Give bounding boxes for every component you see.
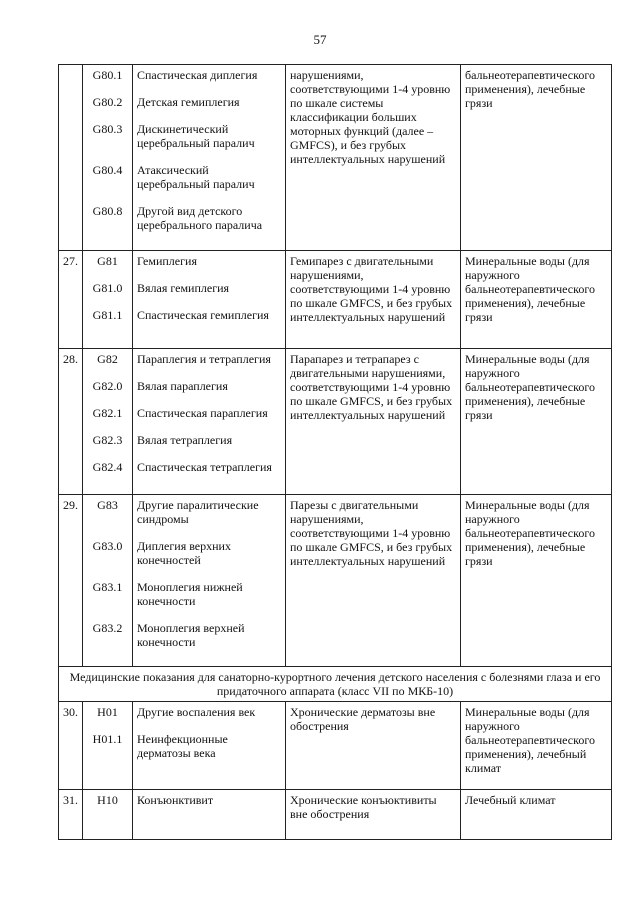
indications-table (58, 64, 612, 840)
treatment-factors-cell: бальнеотерапевтического применения), лечебные грязи (461, 65, 612, 251)
diagnosis-name: Конъюнктивит (137, 793, 214, 807)
icd-code: G80.1 (92, 68, 123, 82)
icd-code-cell (83, 790, 133, 840)
row-number: 27. (59, 251, 83, 349)
icd-code: G82.3 (92, 433, 123, 447)
treatment-factors-cell: Минеральные воды (для наружного бальнеотерапевтического применения), лечебные грязи (461, 251, 612, 349)
icd-code: G83 (97, 498, 118, 512)
indication-cell: Гемипарез с двигательными нарушениями, соответствующими 1-4 уровню по шкале GMFCS, и без грубых интеллектуальных нарушений (286, 251, 461, 349)
icd-code: G81.0 (92, 281, 123, 295)
diagnosis-name: Спастическая диплегия (137, 68, 258, 82)
diagnosis-name: Другие паралитические синдромы (137, 498, 259, 526)
page-number: 57 (313, 32, 327, 47)
indication-cell: нарушениями, соответствующими 1-4 уровню по шкале системы классификации больших моторных функций (далее – GMFCS), и без грубых интеллектуальных нарушений (286, 65, 461, 251)
section-header-row (59, 667, 612, 702)
table-row (59, 495, 612, 667)
row-number: 29. (59, 495, 83, 667)
diagnosis-name: Детская гемиплегия (137, 95, 240, 109)
diagnosis-name: Дискинетический церебральный паралич (137, 122, 255, 150)
diagnosis-name: Моноплегия верхней конечности (137, 621, 245, 649)
icd-code: H01 (97, 705, 118, 719)
diagnosis-name: Другой вид детского церебрального паралича (137, 204, 263, 232)
diagnosis-name-cell (133, 251, 286, 349)
row-number: 30. (59, 702, 83, 790)
icd-code: G80.2 (92, 95, 123, 109)
diagnosis-name: Вялая гемиплегия (137, 281, 230, 295)
table-row (59, 349, 612, 495)
diagnosis-name-cell (133, 790, 286, 840)
icd-code: G82.1 (92, 406, 123, 420)
table-row (59, 790, 612, 840)
icd-code: G80.8 (92, 204, 123, 218)
icd-code: G82.0 (92, 379, 123, 393)
indication-cell: Хронические конъюктивиты вне обострения (286, 790, 461, 840)
treatment-factors-cell: Минеральные воды (для наружного бальнеотерапевтического применения), лечебные грязи (461, 495, 612, 667)
diagnosis-name: Вялая параплегия (137, 379, 228, 393)
icd-code-cell (83, 349, 133, 495)
icd-code: G80.3 (92, 122, 123, 136)
diagnosis-name: Диплегия верхних конечностей (137, 539, 231, 567)
diagnosis-name-cell (133, 495, 286, 667)
diagnosis-name: Спастическая гемиплегия (137, 308, 269, 322)
diagnosis-name: Спастическая параплегия (137, 406, 268, 420)
row-number (59, 65, 83, 251)
row-number: 31. (59, 790, 83, 840)
diagnosis-name: Неинфекционные дерматозы века (137, 732, 228, 760)
icd-code-cell (83, 65, 133, 251)
indication-cell: Парапарез и тетрапарез с двигательными нарушениями, соответствующими 1-4 уровню по шкале GMFCS, и без грубых интеллектуальных нарушений (286, 349, 461, 495)
icd-code: G80.4 (92, 163, 123, 177)
icd-code-cell (83, 251, 133, 349)
treatment-factors-cell: Минеральные воды (для наружного бальнеотерапевтического применения), лечебный климат (461, 702, 612, 790)
icd-code: G83.2 (92, 621, 123, 635)
icd-code: G82.4 (92, 460, 123, 474)
indication-cell: Хронические дерматозы вне обострения (286, 702, 461, 790)
section-header: Медицинские показания для санаторно-курортного лечения детского населения с болезнями глаза и его придаточного аппарата (класс VII по МКБ-10) (59, 667, 612, 702)
row-number: 28. (59, 349, 83, 495)
diagnosis-name: Параплегия и тетраплегия (137, 352, 271, 366)
icd-code: G83.1 (92, 580, 123, 594)
icd-code: G83.0 (92, 539, 123, 553)
icd-code: H10 (97, 793, 118, 807)
diagnosis-name-cell (133, 349, 286, 495)
diagnosis-name-cell (133, 65, 286, 251)
diagnosis-name: Вялая тетраплегия (137, 433, 233, 447)
diagnosis-name: Другие воспаления век (137, 705, 256, 719)
table-row (59, 702, 612, 790)
icd-code-cell (83, 495, 133, 667)
diagnosis-name: Атаксический церебральный паралич (137, 163, 255, 191)
treatment-factors-cell: Лечебный климат (461, 790, 612, 840)
icd-code: G82 (97, 352, 118, 366)
icd-code: G81 (97, 254, 118, 268)
icd-code: H01.1 (92, 732, 123, 746)
treatment-factors-cell: Минеральные воды (для наружного бальнеотерапевтического применения), лечебные грязи (461, 349, 612, 495)
indication-cell: Парезы с двигательными нарушениями, соответствующими 1-4 уровню по шкале GMFCS, и без грубых интеллектуальных нарушений (286, 495, 461, 667)
diagnosis-name: Моноплегия нижней конечности (137, 580, 243, 608)
icd-code: G81.1 (92, 308, 123, 322)
diagnosis-name: Гемиплегия (137, 254, 197, 268)
diagnosis-name: Спастическая тетраплегия (137, 460, 272, 474)
icd-code-cell (83, 702, 133, 790)
diagnosis-name-cell (133, 702, 286, 790)
table-row (59, 251, 612, 349)
table-row (59, 65, 612, 251)
